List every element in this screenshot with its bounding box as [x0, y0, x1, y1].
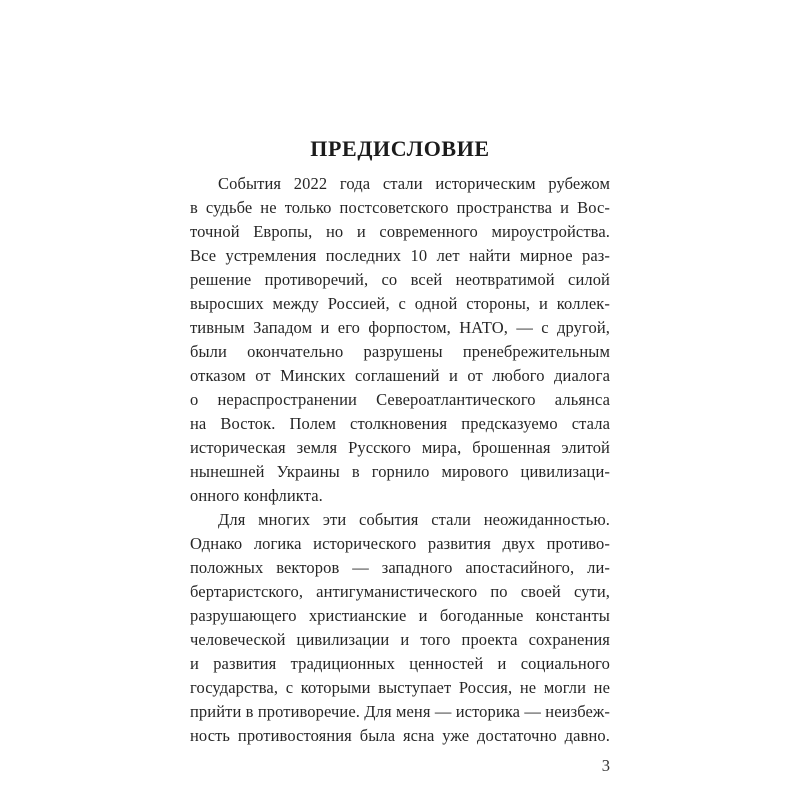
text-line: тивным Западом и его форпостом, НАТО, — с другой,: [190, 318, 610, 337]
text-line: точной Европы, но и современного мироустройства.: [190, 222, 610, 241]
text-line: онного конфликта.: [190, 486, 323, 505]
text-line: положных векторов — западного апостасийного, ли-: [190, 558, 610, 577]
text-line: Все устремления последних 10 лет найти мирное раз-: [190, 246, 610, 265]
text-line: историческая земля Русского мира, брошенная элитой: [190, 438, 610, 457]
paragraph: [190, 508, 610, 748]
chapter-title: ПРЕДИСЛОВИЕ: [310, 136, 490, 161]
paragraph: [190, 172, 610, 508]
text-line: были окончательно разрушены пренебрежительным: [190, 342, 610, 361]
text-line: выросших между Россией, с одной стороны, и коллек-: [190, 294, 610, 313]
text-line: Однако логика исторического развития двух противо-: [190, 534, 610, 553]
text-line: государства, с которыми выступает Россия, не могли не: [190, 678, 610, 697]
text-line: решение противоречий, со всей неотвратимой силой: [190, 270, 610, 289]
body-text: [190, 172, 610, 748]
text-line: бертаристского, антигуманистического по своей сути,: [190, 582, 610, 601]
text-line: человеческой цивилизации и того проекта сохранения: [190, 630, 610, 649]
page-content: [190, 136, 610, 748]
text-line: разрушающего христианские и богоданные константы: [190, 606, 610, 625]
page-number: 3: [601, 756, 610, 775]
text-line: отказом от Минских соглашений и от любого диалога: [190, 366, 610, 385]
text-line: прийти в противоречие. Для меня — историка — неизбеж-: [190, 702, 610, 721]
text-line: и развития традиционных ценностей и социального: [190, 654, 610, 673]
text-line: События 2022 года стали историческим рубежом: [218, 174, 610, 193]
text-line: ность противостояния была ясна уже достаточно давно.: [190, 726, 610, 745]
text-line: в судьбе не только постсоветского пространства и Вос-: [190, 198, 610, 217]
text-line: Для многих эти события стали неожиданностью.: [218, 510, 610, 529]
text-line: о нераспространении Североатлантического альянса: [190, 390, 610, 409]
text-line: на Восток. Полем столкновения предсказуемо стала: [190, 414, 610, 433]
text-line: нынешней Украины в горнило мирового цивилизаци-: [190, 462, 610, 481]
